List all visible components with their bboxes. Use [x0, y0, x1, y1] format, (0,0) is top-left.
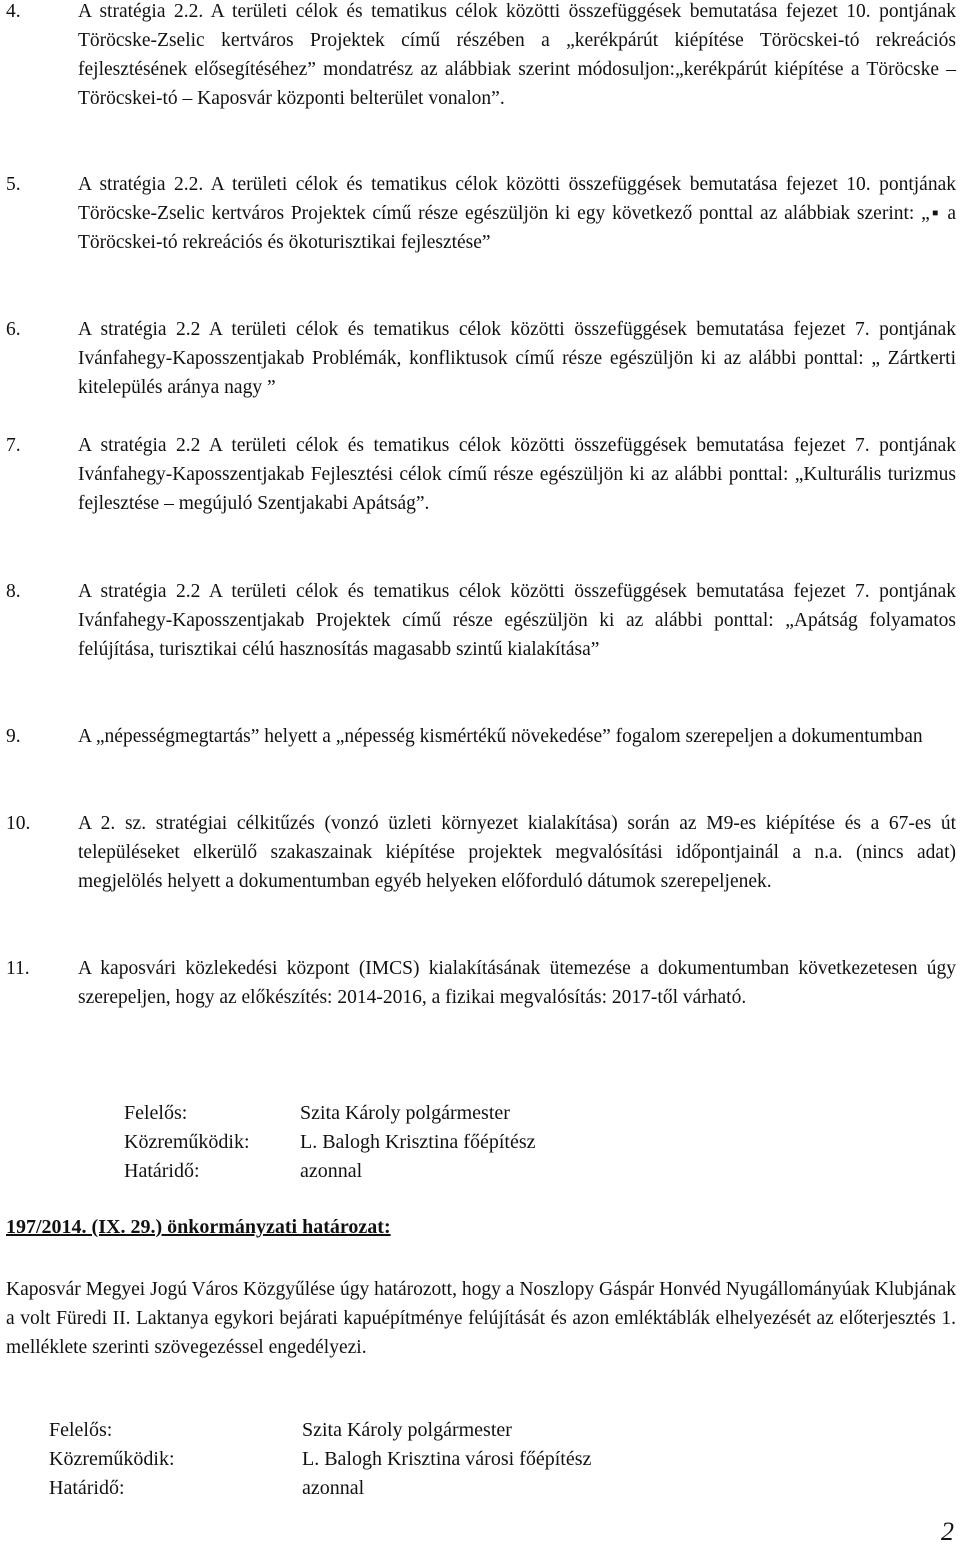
item-number: 10. — [6, 813, 31, 834]
responsibility-block — [49, 1416, 591, 1503]
felelos-row — [49, 1416, 591, 1445]
felelos-row — [124, 1099, 536, 1128]
item-number: 7. — [6, 435, 21, 456]
hatarido-value: azonnal — [302, 1477, 365, 1499]
hatarido-label: Határidő: — [49, 1477, 125, 1499]
item-text: A „népességmegtartás” helyett a „népesség kismértékű növekedése” fogalom szerepeljen a dokumentumban — [78, 726, 923, 747]
kozremukodik-row — [124, 1128, 536, 1157]
item-text: A kaposvári közlekedési központ (IMCS) kialakításának ütemezése a dokumentumban következetesen úgy szerepeljen, hogy az előkészítés: 2014-2016, a fizikai megvalósítás: 2017-től várható. — [78, 958, 956, 1008]
item-number: 6. — [6, 319, 21, 340]
item-number: 8. — [6, 581, 21, 602]
hatarido-label: Határidő: — [124, 1160, 200, 1182]
item-text: A stratégia 2.2 A területi célok és tematikus célok közötti összefüggések bemutatása fejezet 7. pontjának Ivánfahegy-Kaposszentjakab Problémák, konfliktusok című része egészüljön ki az alábbi ponttal: „ Zártkerti kitelepülés aránya nagy ” — [78, 319, 956, 398]
item-number: 11. — [6, 958, 30, 979]
hatarido-row — [49, 1474, 591, 1503]
hatarido-value: azonnal — [300, 1160, 363, 1182]
item-number: 5. — [6, 174, 21, 195]
felelos-label: Felelős: — [49, 1419, 113, 1441]
item-text: A 2. sz. stratégiai célkitűzés (vonzó üzleti környezet kialakítása) során az M9-es kiépítése és a 67-es út településeket elkerülő szakaszainak kiépítése projektek megvalósítási időpontjainál a n.a. (nincs adat) megjelölés helyett a dokumentumban egyéb helyeken előforduló dátumok szerepeljenek. — [78, 813, 956, 892]
kozremukodik-value: L. Balogh Krisztina városi főépítész — [302, 1448, 592, 1470]
felelos-label: Felelős: — [124, 1102, 188, 1124]
item-text: A stratégia 2.2. A területi célok és tematikus célok közötti összefüggések bemutatása fejezet 10. pontjának Töröcske-Zselic kertváros Projektek című része egészüljön ki egy következő ponttal az alábbiak szerint: „▪ a Töröcskei-tó rekreációs és ökoturisztikai fejlesztése” — [78, 174, 956, 253]
kozremukodik-row — [49, 1445, 591, 1474]
kozremukodik-label: Közreműködik: — [49, 1448, 175, 1470]
item-number: 4. — [6, 1, 21, 22]
item-number: 9. — [6, 726, 21, 747]
resolution-text: Kaposvár Megyei Jogú Város Közgyűlése úgy határozott, hogy a Noszlopy Gáspár Honvéd Nyugállományúak Klubjának a volt Füredi II. Laktanya egykori bejárati kapuépítménye felújítását és azon emléktáblák elhelyezését az előterjesztés 1. melléklete szerinti szövegezéssel engedélyezi. — [6, 1279, 956, 1358]
hatarido-row — [124, 1157, 536, 1186]
kozremukodik-value: L. Balogh Krisztina főépítész — [300, 1131, 536, 1153]
item-text: A stratégia 2.2. A területi célok és tematikus célok közötti összefüggések bemutatása fejezet 10. pontjának Töröcske-Zselic kertváros Projektek című részében a „kerékpárút kiépítése Töröcskei-tó rekreációs fejlesztésének elősegítéséhez” mondatrész az alábbiak szerint módosuljon:„kerékpárút kiépítése a Töröcske – Töröcskei-tó – Kaposvár központi belterület vonalon”. — [78, 1, 956, 109]
felelos-value: Szita Károly polgármester — [300, 1102, 510, 1124]
felelos-value: Szita Károly polgármester — [302, 1419, 512, 1441]
responsibility-block — [124, 1099, 536, 1186]
resolution-heading: 197/2014. (IX. 29.) önkormányzati határozat: — [6, 1216, 391, 1238]
item-text: A stratégia 2.2 A területi célok és tematikus célok közötti összefüggések bemutatása fejezet 7. pontjának Ivánfahegy-Kaposszentjakab Fejlesztési célok című része egészüljön ki az alábbi ponttal: „Kulturális turizmus fejlesztése – megújuló Szentjakabi Apátság”. — [78, 435, 956, 514]
page-number: 2 — [941, 1517, 954, 1546]
kozremukodik-label: Közreműködik: — [124, 1131, 250, 1153]
item-text: A stratégia 2.2 A területi célok és tematikus célok közötti összefüggések bemutatása fejezet 7. pontjának Ivánfahegy-Kaposszentjakab Projektek című része egészüljön ki az alábbi ponttal: „Apátság folyamatos felújítása, turisztikai célú hasznosítás magasabb szintű kialakítása” — [78, 581, 956, 660]
